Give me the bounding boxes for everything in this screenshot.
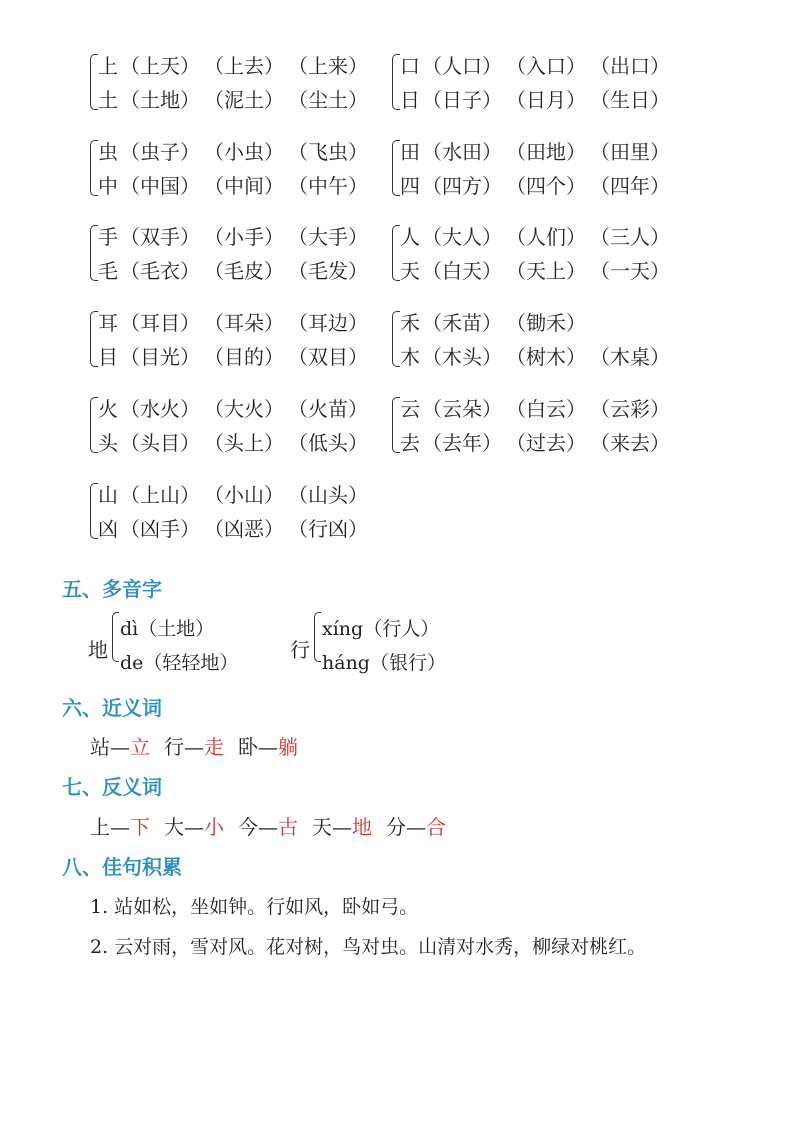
group-brace bbox=[90, 397, 98, 453]
compound-word: （小山） bbox=[204, 483, 284, 507]
group-brace bbox=[90, 311, 98, 367]
compound-word: （入口） bbox=[506, 54, 586, 78]
section-heading-antonyms: 七、反义词 bbox=[62, 775, 162, 799]
group-line bbox=[98, 225, 372, 249]
group-brace bbox=[392, 140, 400, 196]
compound-word: （耳边） bbox=[288, 311, 368, 335]
group-line bbox=[98, 174, 372, 198]
compound-word: （云彩） bbox=[590, 397, 670, 421]
group-brace bbox=[90, 140, 98, 196]
head-character: 土 bbox=[98, 88, 118, 112]
compound-word: （白天） bbox=[422, 259, 502, 283]
group-line bbox=[98, 88, 372, 112]
section-heading-synonyms: 六、近义词 bbox=[62, 696, 162, 720]
head-character: 头 bbox=[98, 431, 118, 455]
group-line bbox=[400, 225, 674, 249]
compound-word: （大人） bbox=[422, 225, 502, 249]
compound-word: （耳朵） bbox=[204, 311, 284, 335]
group-line bbox=[98, 517, 372, 541]
compound-word: （上山） bbox=[120, 483, 200, 507]
head-character: 火 bbox=[98, 397, 118, 421]
polyphone-reading-2: háng（银行） bbox=[322, 652, 446, 674]
head-character: 田 bbox=[400, 140, 420, 164]
word-given: 天 bbox=[312, 815, 332, 839]
compound-word: （树木） bbox=[506, 345, 586, 369]
group-line bbox=[98, 397, 372, 421]
head-character: 上 bbox=[98, 54, 118, 78]
compound-word: （山头） bbox=[288, 483, 368, 507]
group-brace bbox=[392, 311, 400, 367]
compound-word: （田里） bbox=[590, 140, 670, 164]
compound-word: （日子） bbox=[422, 88, 502, 112]
group-line bbox=[98, 483, 372, 507]
compound-word: （小虫） bbox=[204, 140, 284, 164]
compound-word: （飞虫） bbox=[288, 140, 368, 164]
sentence-1: 1. 站如松，坐如钟。行如风，卧如弓。 bbox=[90, 896, 419, 918]
dash: — bbox=[332, 815, 352, 839]
head-character: 中 bbox=[98, 174, 118, 198]
compound-word: （虫子） bbox=[120, 140, 200, 164]
compound-word: （一天） bbox=[590, 259, 670, 283]
compound-word: （锄禾） bbox=[506, 311, 586, 335]
word-answer: 古 bbox=[278, 815, 298, 839]
compound-word: （行凶） bbox=[288, 517, 368, 541]
compound-word: （田地） bbox=[506, 140, 586, 164]
compound-word: （云朵） bbox=[422, 397, 502, 421]
compound-word: （上天） bbox=[120, 54, 200, 78]
head-character: 山 bbox=[98, 483, 118, 507]
dash: — bbox=[258, 735, 278, 759]
head-character: 天 bbox=[400, 259, 420, 283]
synonym-pair bbox=[238, 735, 298, 759]
word-given: 大 bbox=[164, 815, 184, 839]
compound-word: （凶恶） bbox=[204, 517, 284, 541]
synonym-row bbox=[90, 731, 312, 760]
dash: — bbox=[184, 735, 204, 759]
group-line bbox=[400, 54, 674, 78]
group-line bbox=[98, 54, 372, 78]
group-line bbox=[400, 259, 674, 283]
compound-word: （四个） bbox=[506, 174, 586, 198]
group-line bbox=[98, 259, 372, 283]
dash: — bbox=[110, 815, 130, 839]
compound-word: （毛皮） bbox=[204, 259, 284, 283]
antonym-pair bbox=[90, 815, 150, 839]
compound-word: （人们） bbox=[506, 225, 586, 249]
dash: — bbox=[258, 815, 278, 839]
compound-word: （双手） bbox=[120, 225, 200, 249]
compound-word: （凶手） bbox=[120, 517, 200, 541]
compound-word: （火苗） bbox=[288, 397, 368, 421]
compound-word: （四年） bbox=[590, 174, 670, 198]
head-character: 四 bbox=[400, 174, 420, 198]
compound-word: （上去） bbox=[204, 54, 284, 78]
group-brace bbox=[90, 483, 98, 539]
group-line bbox=[98, 345, 372, 369]
antonym-pair bbox=[164, 815, 224, 839]
head-character: 去 bbox=[400, 431, 420, 455]
compound-word: （三人） bbox=[590, 225, 670, 249]
polyphone-char: 地 bbox=[88, 638, 108, 662]
polyphone-reading-1: dì（土地） bbox=[120, 618, 215, 640]
compound-word: （中间） bbox=[204, 174, 284, 198]
group-line bbox=[400, 88, 674, 112]
compound-word: （土地） bbox=[120, 88, 200, 112]
head-character: 目 bbox=[98, 345, 118, 369]
head-character: 木 bbox=[400, 345, 420, 369]
group-line bbox=[400, 345, 674, 369]
head-character: 耳 bbox=[98, 311, 118, 335]
head-character: 禾 bbox=[400, 311, 420, 335]
compound-word: （过去） bbox=[506, 431, 586, 455]
compound-word: （水火） bbox=[120, 397, 200, 421]
compound-word: （中午） bbox=[288, 174, 368, 198]
head-character: 毛 bbox=[98, 259, 118, 283]
compound-word: （大火） bbox=[204, 397, 284, 421]
compound-word: （毛衣） bbox=[120, 259, 200, 283]
word-answer: 躺 bbox=[278, 735, 298, 759]
word-answer: 下 bbox=[130, 815, 150, 839]
dash: — bbox=[406, 815, 426, 839]
word-given: 卧 bbox=[238, 735, 258, 759]
group-brace bbox=[90, 225, 98, 281]
compound-word: （四方） bbox=[422, 174, 502, 198]
sentence-2: 2. 云对雨，雪对风。花对树，鸟对虫。山清对水秀，柳绿对桃红。 bbox=[90, 936, 647, 958]
group-brace bbox=[392, 397, 400, 453]
group-line bbox=[400, 397, 674, 421]
polyphone-reading-1: xíng（行人） bbox=[322, 618, 440, 640]
compound-word: （生日） bbox=[590, 88, 670, 112]
word-answer: 地 bbox=[352, 815, 372, 839]
section-heading-polyphones: 五、多音字 bbox=[62, 577, 162, 601]
dash: — bbox=[184, 815, 204, 839]
compound-word: （大手） bbox=[288, 225, 368, 249]
head-character: 手 bbox=[98, 225, 118, 249]
head-character: 虫 bbox=[98, 140, 118, 164]
compound-word: （毛发） bbox=[288, 259, 368, 283]
compound-word: （头目） bbox=[120, 431, 200, 455]
group-brace bbox=[392, 225, 400, 281]
compound-word: （耳目） bbox=[120, 311, 200, 335]
synonym-pair bbox=[90, 735, 150, 759]
compound-word: （小手） bbox=[204, 225, 284, 249]
antonym-pair bbox=[386, 815, 446, 839]
compound-word: （水田） bbox=[422, 140, 502, 164]
compound-word: （中国） bbox=[120, 174, 200, 198]
group-line bbox=[98, 140, 372, 164]
polyphone-char: 行 bbox=[290, 638, 310, 662]
compound-word: （出口） bbox=[590, 54, 670, 78]
polyphone-brace bbox=[112, 612, 119, 662]
word-answer: 走 bbox=[204, 735, 224, 759]
compound-word: （目的） bbox=[204, 345, 284, 369]
group-line bbox=[400, 174, 674, 198]
polyphone-brace bbox=[314, 612, 321, 662]
compound-word: （白云） bbox=[506, 397, 586, 421]
synonym-pair bbox=[164, 735, 224, 759]
antonym-pair bbox=[238, 815, 298, 839]
compound-word: （去年） bbox=[422, 431, 502, 455]
compound-word: （双目） bbox=[288, 345, 368, 369]
compound-word: （人口） bbox=[422, 54, 502, 78]
compound-word: （目光） bbox=[120, 345, 200, 369]
group-line bbox=[98, 431, 372, 455]
word-answer: 立 bbox=[130, 735, 150, 759]
word-given: 分 bbox=[386, 815, 406, 839]
word-given: 今 bbox=[238, 815, 258, 839]
word-answer: 小 bbox=[204, 815, 224, 839]
group-brace bbox=[392, 54, 400, 110]
head-character: 人 bbox=[400, 225, 420, 249]
section-heading-sentences: 八、佳句积累 bbox=[62, 855, 182, 879]
word-answer: 合 bbox=[426, 815, 446, 839]
word-given: 上 bbox=[90, 815, 110, 839]
compound-word: （日月） bbox=[506, 88, 586, 112]
compound-word: （低头） bbox=[288, 431, 368, 455]
antonym-pair bbox=[312, 815, 372, 839]
group-line bbox=[98, 311, 372, 335]
compound-word: （尘土） bbox=[288, 88, 368, 112]
head-character: 日 bbox=[400, 88, 420, 112]
head-character: 云 bbox=[400, 397, 420, 421]
compound-word: （天上） bbox=[506, 259, 586, 283]
word-given: 站 bbox=[90, 735, 110, 759]
polyphone-reading-2: de（轻轻地） bbox=[120, 652, 239, 674]
group-brace bbox=[90, 54, 98, 110]
head-character: 凶 bbox=[98, 517, 118, 541]
compound-word: （来去） bbox=[590, 431, 670, 455]
compound-word: （头上） bbox=[204, 431, 284, 455]
group-line bbox=[400, 140, 674, 164]
antonym-row bbox=[90, 811, 460, 840]
compound-word: （上来） bbox=[288, 54, 368, 78]
compound-word: （木桌） bbox=[590, 345, 670, 369]
word-given: 行 bbox=[164, 735, 184, 759]
compound-word: （泥土） bbox=[204, 88, 284, 112]
compound-word: （木头） bbox=[422, 345, 502, 369]
group-line bbox=[400, 311, 594, 335]
dash: — bbox=[110, 735, 130, 759]
group-line bbox=[400, 431, 674, 455]
compound-word: （禾苗） bbox=[422, 311, 502, 335]
head-character: 口 bbox=[400, 54, 420, 78]
